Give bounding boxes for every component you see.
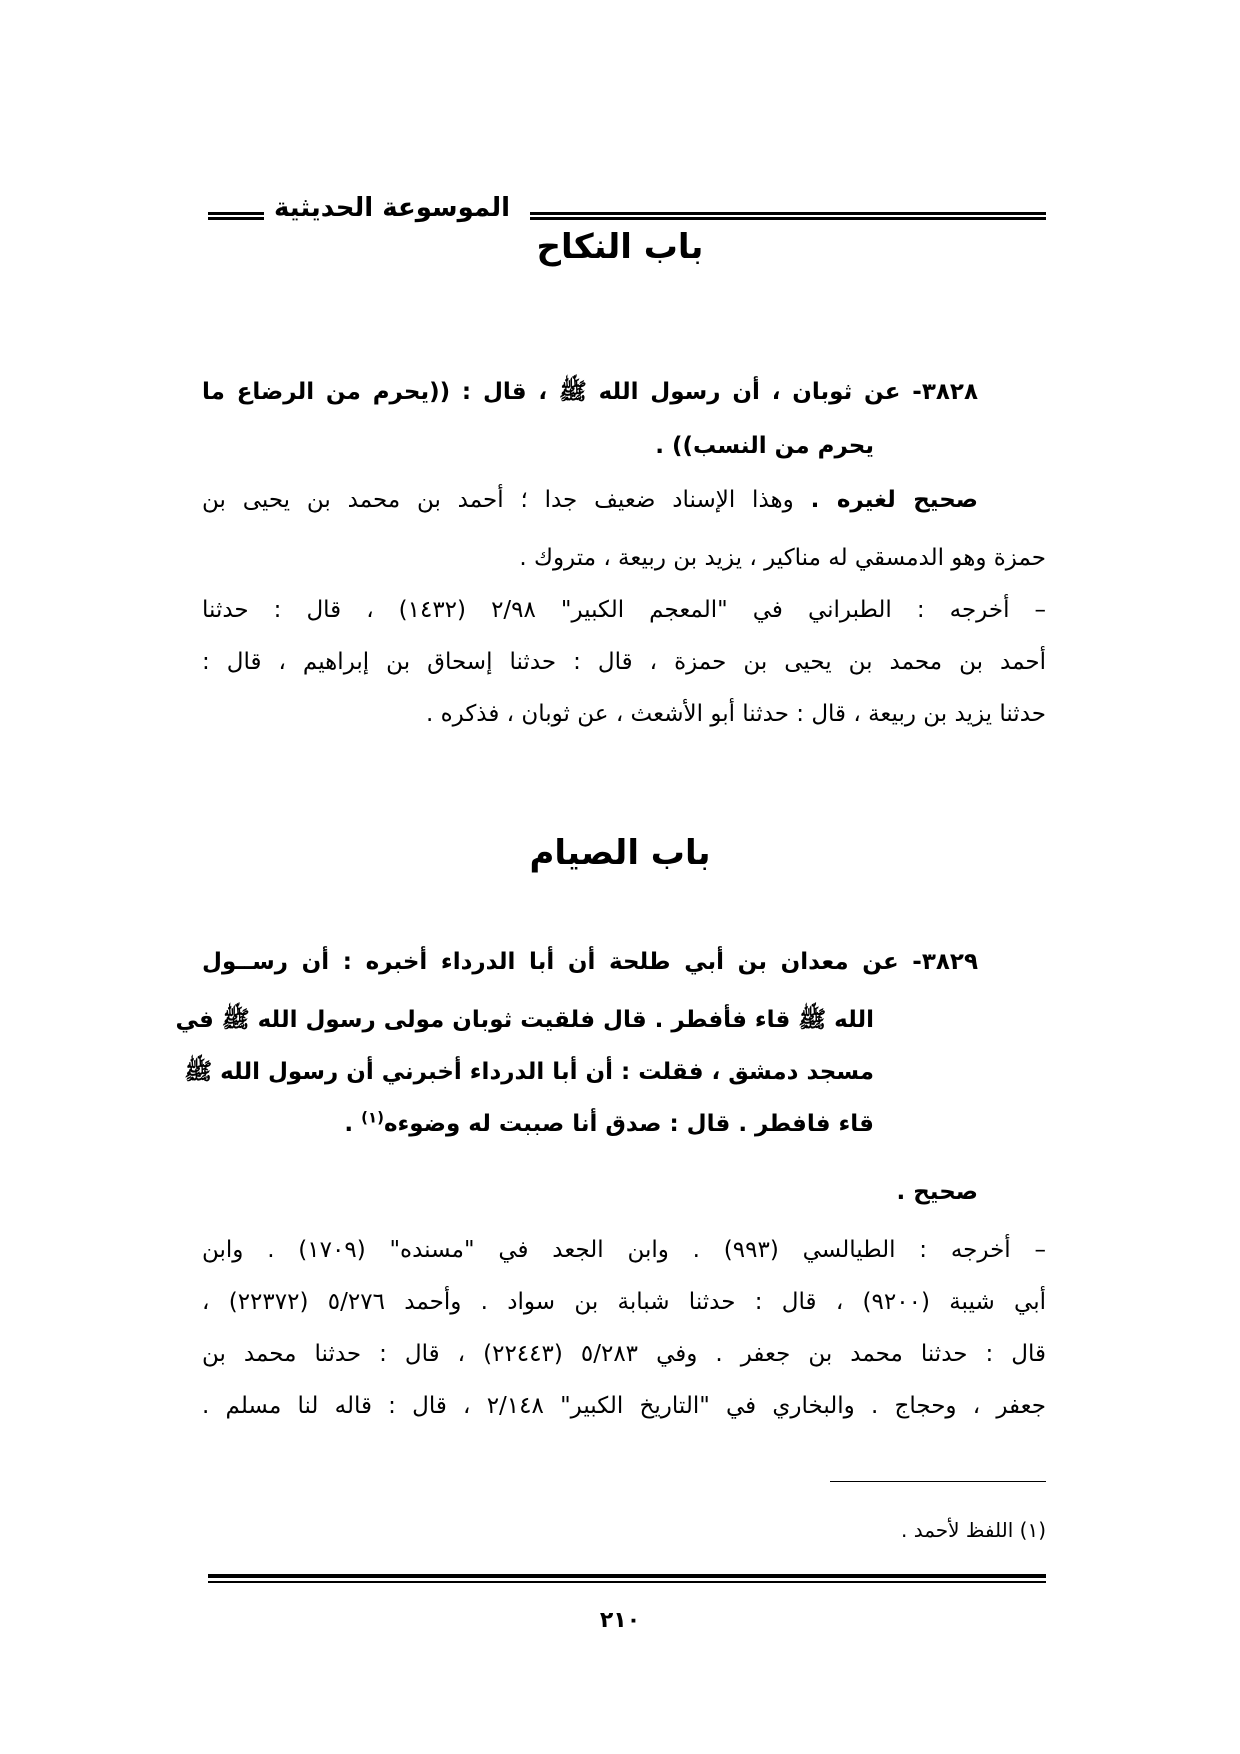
hadith-3828-continuation xyxy=(655,420,874,472)
commentary-line: – أخرجه : الطبراني في "المعجم الكبير" ٢/٩٨ (١٤٣٢) ، قال : حدثنا xyxy=(202,597,1046,623)
commentary-line: أبي شيبة (٩٢٠٠) ، قال : حدثنا شبابة بن سواد . وأحمد ٥/٢٧٦ (٢٢٣٧٢) ، xyxy=(202,1289,1046,1315)
hadith-line: ٣٨٢٩- عن معدان بن أبي طلحة أن أبا الدرداء أخبره : أن رســول xyxy=(202,949,978,975)
commentary-line: أحمد بن محمد بن يحيى بن حمزة ، قال : حدثنا إسحاق بن إبراهيم ، قال : xyxy=(202,649,1046,675)
grading-label: صحيح لغيره . xyxy=(810,487,978,513)
footer-rule xyxy=(208,1574,1046,1583)
hadith-end: . xyxy=(344,1111,362,1137)
section-title-marriage: باب النكاح xyxy=(536,227,704,267)
commentary-line: حدثنا يزيد بن ربيعة ، قال : حدثنا أبو الأشعث ، عن ثوبان ، فذكره . xyxy=(425,701,1046,727)
commentary-3829 xyxy=(202,1224,1046,1432)
hadith-line: الله ﷺ قاء فأفطر . قال فلقيت ثوبان مولى رسول الله ﷺ في xyxy=(175,1007,874,1033)
commentary-line: – أخرجه : الطيالسي (٩٩٣) . وابن الجعد في "مسنده" (١٧٠٩) . وابن xyxy=(202,1237,1046,1263)
footnote: (١) اللفظ لأحمد . xyxy=(901,1518,1046,1542)
grading-text: وهذا الإسناد ضعيف جدا ؛ أحمد بن محمد بن يحيى بن xyxy=(202,487,811,513)
hadith-line-last xyxy=(202,1098,874,1150)
commentary-3828 xyxy=(202,532,1046,740)
hadith-line: ٣٨٢٨- عن ثوبان ، أن رسول الله ﷺ ، قال : ((يحرم من الرضاع ما xyxy=(202,379,978,405)
section-title-fasting: باب الصيام xyxy=(529,833,711,873)
hadith-text: قاء فافطر . قال : صدق أنا صببت له وضوءه xyxy=(383,1111,874,1137)
commentary-line: حمزة وهو الدمسقي له مناكير ، يزيد بن ربيعة ، متروك . xyxy=(519,545,1046,571)
footnote-marker[interactable]: (١) xyxy=(361,1108,384,1127)
hadith-3829-continuation xyxy=(175,994,874,1150)
grading-line xyxy=(202,474,978,526)
hadith-line: يحرم من النسب)) . xyxy=(655,433,874,459)
commentary-line: قال : حدثنا محمد بن جعفر . وفي ٥/٢٨٣ (٢٢٤٤٣) ، قال : حدثنا محمد بن xyxy=(202,1341,1046,1367)
page-number: ٢١٠ xyxy=(599,1608,641,1633)
hadith-3828 xyxy=(202,366,978,418)
running-title: الموسوعة الحديثية xyxy=(273,193,510,223)
footnote-rule xyxy=(830,1481,1046,1482)
grading-3828 xyxy=(202,474,978,526)
header-rule-right xyxy=(530,212,1046,220)
grading-label: صحيح . xyxy=(896,1179,978,1205)
hadith-3829 xyxy=(202,936,978,988)
grading-3829 xyxy=(896,1166,978,1218)
hadith-line: مسجد دمشق ، فقلت : أن أبا الدرداء أخبرني أن رسول الله ﷺ xyxy=(184,1059,874,1085)
commentary-line: جعفر ، وحجاج . والبخاري في "التاريخ الكبير" ٢/١٤٨ ، قال : قاله لنا مسلم . xyxy=(202,1393,1046,1419)
header-rule-left xyxy=(208,212,264,220)
